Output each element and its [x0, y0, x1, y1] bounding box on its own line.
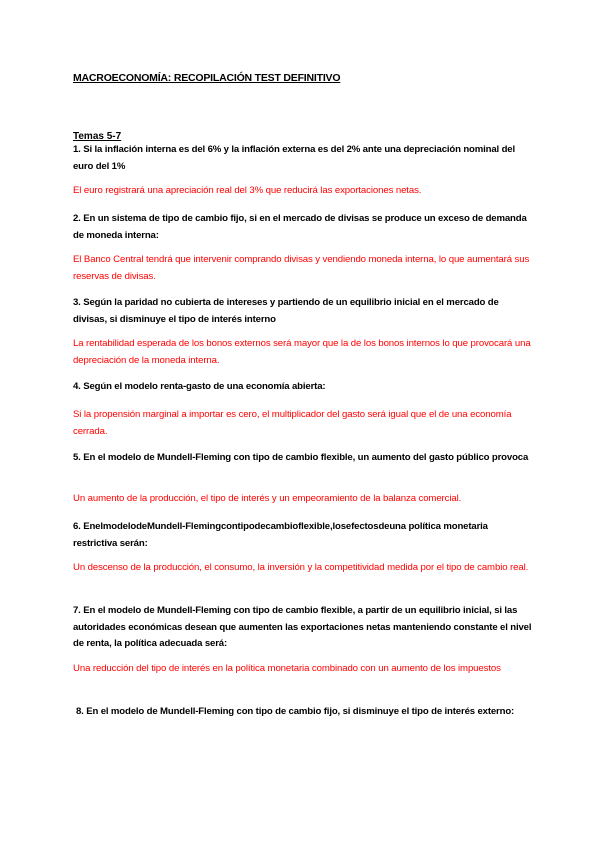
question-text: Según el modelo renta-gasto de una economía abierta: — [83, 381, 326, 392]
question-5 — [73, 450, 533, 467]
question-6 — [73, 519, 533, 552]
question-number: 3. — [73, 297, 81, 308]
answer-1: El euro registrará una apreciación real del 3% que reducirá las exportaciones netas. — [73, 185, 422, 196]
question-3 — [73, 295, 533, 328]
question-number: 5. — [73, 452, 81, 463]
answer-7: Una reducción del tipo de interés en la política monetaria combinado con un aumento de los impuestos — [73, 663, 501, 674]
question-text: En el modelo de Mundell-Fleming con tipo de cambio fijo, si disminuye el tipo de interés externo: — [86, 706, 515, 717]
question-number: 1. — [73, 144, 81, 155]
answer-6: Un descenso de la producción, el consumo, la inversión y la competitividad medida por el tipo de cambio real. — [73, 562, 529, 573]
document-title: MACROECONOMÍA: RECOPILACIÓN TEST DEFINITIVO — [73, 72, 341, 84]
question-text: En el modelo de Mundell-Fleming con tipo de cambio flexible, un aumento del gasto público provoca — [83, 452, 529, 463]
question-7 — [73, 603, 533, 653]
question-number: 2. — [73, 213, 81, 224]
question-text: En un sistema de tipo de cambio fijo, si en el mercado de divisas se produce un exceso de demanda de moneda interna: — [73, 213, 527, 241]
answer-2: El Banco Central tendrá que intervenir comprando divisas y vendiendo moneda interna, lo que aumentará sus reservas de divisas. — [73, 254, 530, 282]
question-number: 7. — [73, 605, 81, 616]
question-number: 4. — [73, 381, 81, 392]
question-8 — [76, 704, 536, 721]
section-heading: Temas 5-7 — [73, 131, 122, 142]
question-number: 8. — [76, 706, 84, 717]
answer-5: Un aumento de la producción, el tipo de interés y un empeoramiento de la balanza comercial. — [73, 493, 462, 504]
answer-3: La rentabilidad esperada de los bonos externos será mayor que la de los bonos internos lo que provocará una depreciación de la moneda interna. — [73, 338, 531, 366]
question-1 — [73, 142, 533, 175]
question-number: 6. — [73, 521, 81, 532]
question-4 — [73, 379, 533, 396]
question-text: EnelmodelodeMundell-Flemingcontipodecambioflexible,losefectosdeuna política monetaria restrictiva serán: — [73, 521, 488, 549]
question-text: Según la paridad no cubierta de intereses y partiendo de un equilibrio inicial en el mercado de divisas, si disminuye el tipo de interés interno — [73, 297, 499, 325]
question-2 — [73, 211, 533, 244]
question-text: Si la inflación interna es del 6% y la inflación externa es del 2% ante una depreciación nominal del euro del 1% — [73, 144, 516, 172]
question-text: En el modelo de Mundell-Fleming con tipo de cambio flexible, a partir de un equilibrio inicial, si las autoridades económicas desean que aumenten las exportaciones netas manteniendo constante el nivel de renta, la política adecuada será: — [73, 605, 532, 649]
answer-4: Si la propensión marginal a importar es cero, el multiplicador del gasto será igual que el de una economía cerrada. — [73, 409, 512, 437]
